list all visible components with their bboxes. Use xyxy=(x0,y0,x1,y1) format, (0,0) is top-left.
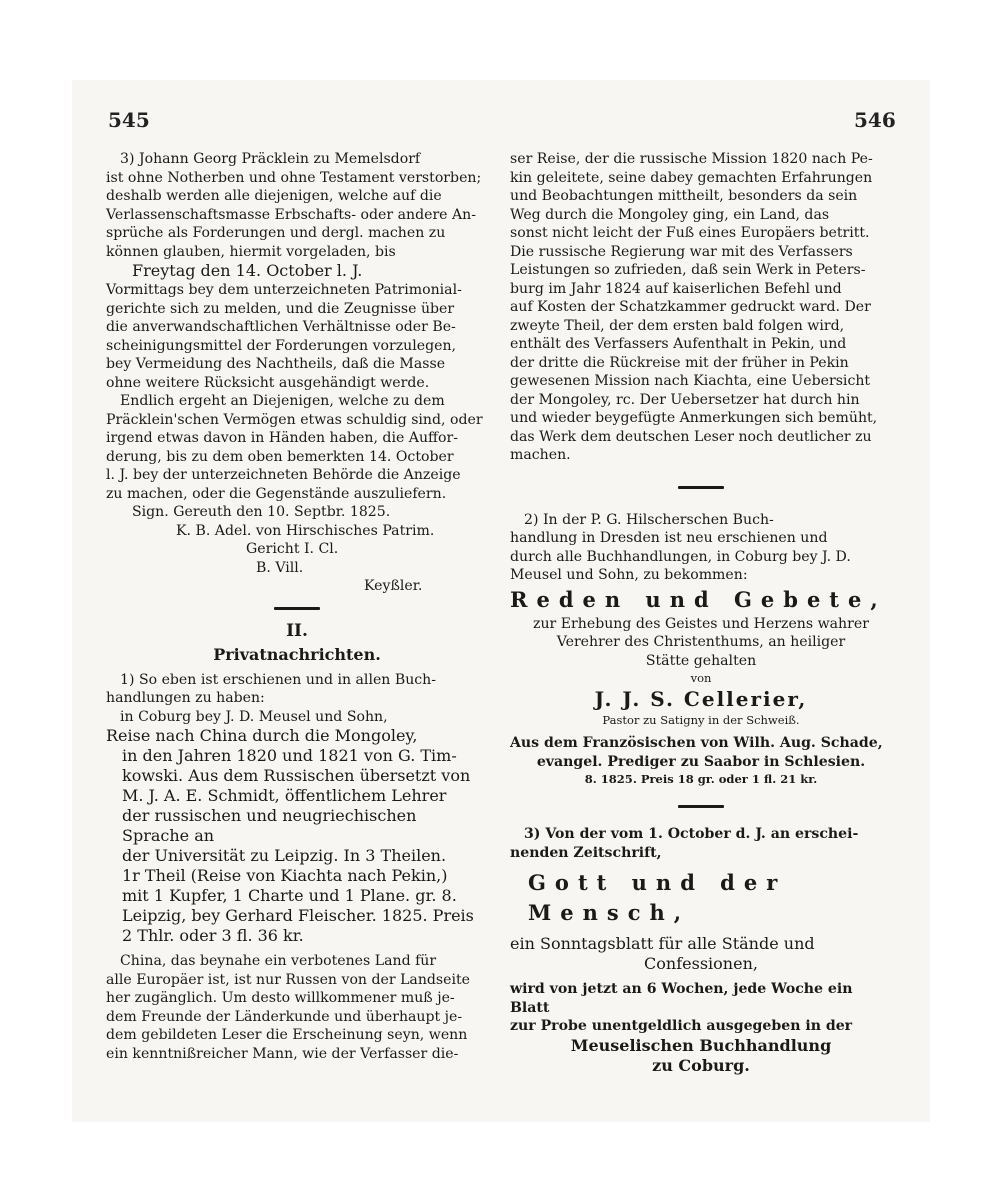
notice-3b-line: gerichte sich zu melden, und die Zeugnisse über xyxy=(106,300,455,317)
notice-3b-line: die anverwandschaftlichen Verhältnisse oder Be- xyxy=(106,319,456,335)
author-role: Pastor zu Satigny in der Schweiß. xyxy=(602,713,800,727)
notice-3-line: deshalb werden alle diejenigen, welche auf die xyxy=(106,188,442,204)
continued-line: Die russische Regierung war mit des Verfassers xyxy=(510,243,853,260)
continued-line: Weg durch die Mongoley ging, ein Land, das xyxy=(510,206,830,223)
notice-3c-line: Präcklein'schen Vermögen etwas schuldig sind, oder xyxy=(106,411,483,428)
continued-line: machen. xyxy=(510,447,571,463)
notice-3b-line: bey Vermeidung des Nachtheils, daß die Masse xyxy=(106,356,446,372)
signature-date: Sign. Gereuth den 10. Septbr. 1825. xyxy=(132,504,391,520)
book-subtitle-line: Verehrer des Christenthums, an heiliger xyxy=(556,634,846,650)
notice-3b-line: Vormittags bey dem unterzeichneten Patrimonial- xyxy=(106,282,462,298)
book-description-line: alle Europäer ist, ist nur Russen von der Landseite xyxy=(106,971,471,988)
court-line: Gericht I. Cl. xyxy=(246,541,339,557)
continued-line: zweyte Theil, der dem ersten bald folgen wird, xyxy=(510,317,845,334)
continued-line: ser Reise, der die russische Mission 1820 nach Pe- xyxy=(510,151,873,167)
continued-line: und wieder beygefügte Anmerkungen sich bemüht, xyxy=(510,410,878,426)
notice-3c-line: l. J. bey der unterzeichneten Behörde die Anzeige xyxy=(106,467,461,483)
continued-line: und Beobachtungen mittheilt, besonders da sein xyxy=(510,188,858,204)
left-page-number: 545 xyxy=(108,108,150,132)
book-title-line: in den Jahren 1820 und 1821 von G. Tim- xyxy=(122,746,457,765)
notice-3c-line: zu machen, oder die Gegenstände auszuliefern. xyxy=(106,485,447,502)
translator-line: Aus dem Französischen von Wilh. Aug. Schade, xyxy=(510,735,883,751)
book-description-line: dem Freunde der Länderkunde und überhaupt je- xyxy=(106,1008,463,1025)
book-title-line: kowski. Aus dem Russischen übersetzt von xyxy=(122,766,471,785)
continued-line: auf Kosten der Schatzkammer gedruckt ward. Der xyxy=(510,299,871,315)
author-name: J. J. S. Cellerier, xyxy=(594,687,808,711)
book-subtitle-line: Stätte gehalten xyxy=(645,652,757,669)
notice-3-line: 3) Johann Georg Präcklein zu Memelsdorf xyxy=(120,151,421,167)
right-column xyxy=(510,150,892,1076)
book-title-line: mit 1 Kupfer, 1 Charte und 1 Plane. gr. 8. xyxy=(122,886,457,905)
notice-3-right-line: nenden Zeitschrift, xyxy=(510,844,662,861)
signer-name: Keyßler. xyxy=(364,578,423,594)
left-column xyxy=(106,150,488,1063)
section-title: Privatnachrichten. xyxy=(213,645,381,664)
notice-3b-line: ohne weitere Rücksicht ausgehändigt werde. xyxy=(106,374,430,391)
book-title-line: 1r Theil (Reise von Kiachta nach Pekin,) xyxy=(122,866,448,885)
continued-line: enthält des Verfassers Aufenthalt in Pekin, und xyxy=(510,336,847,352)
notice-3-line: Verlassenschaftsmasse Erbschafts- oder andere An- xyxy=(106,206,477,223)
book-description-line: ein kenntnißreicher Mann, wie der Verfasser die- xyxy=(106,1045,459,1062)
periodical-subtitle-line: ein Sonntagsblatt für alle Stände und xyxy=(510,934,815,953)
notice-2-line: 2) In der P. G. Hilscherschen Buch- xyxy=(524,511,774,528)
notice-2-line: Meusel und Sohn, zu bekommen: xyxy=(510,567,748,583)
notice-2-line: handlung in Dresden ist neu erschienen und xyxy=(510,530,828,546)
notice-1-line: handlungen zu haben: xyxy=(106,690,265,706)
periodical-notice-line: zur Probe unentgeldlich ausgegeben in der xyxy=(510,1018,853,1034)
author-von: von xyxy=(690,671,712,685)
periodical-title: Gott und der Mensch, xyxy=(528,870,787,925)
notice-3-line: ist ohne Notherben und ohne Testament verstorben; xyxy=(106,169,482,186)
continued-line: sonst nicht leicht der Fuß eines Europäers betritt. xyxy=(510,225,870,241)
right-page-number: 546 xyxy=(854,108,896,132)
notice-3c-line: irgend etwas davon in Händen haben, die Auffor- xyxy=(106,430,459,446)
notice-3-right-line: 3) Von der vom 1. October d. J. an erschei- xyxy=(524,826,859,842)
notice-1-line: 1) So eben ist erschienen und in allen Buch- xyxy=(120,671,437,688)
continued-line: kin geleitete, seine dabey gemachten Erfahrungen xyxy=(510,169,873,186)
book-subtitle-line: zur Erhebung des Geistes und Herzens wahrer xyxy=(533,615,869,632)
book-title-line: Reise nach China durch die Mongoley, xyxy=(106,726,418,745)
notice-3-line: können glauben, hiermit vorgeladen, bis xyxy=(106,243,396,260)
continued-line: der dritte die Rückreise mit der früher in Pekin xyxy=(510,354,849,371)
notice-3c-line: derung, bis zu dem oben bemerkten 14. October xyxy=(106,448,454,465)
book-title-line: 2 Thlr. oder 3 fl. 36 kr. xyxy=(122,926,304,945)
section-divider xyxy=(510,793,892,819)
court-line: B. Vill. xyxy=(256,559,304,576)
book-title-line: der russischen und neugriechischen Sprache an xyxy=(122,806,417,845)
notice-2-line: durch alle Buchhandlungen, in Coburg bey J. D. xyxy=(510,548,851,565)
continued-line: das Werk dem deutschen Leser noch deutlicher zu xyxy=(510,428,872,445)
continued-line: gewesenen Mission nach Kiachta, eine Uebersicht xyxy=(510,373,871,389)
notice-3b-line: scheinigungsmittel der Forderungen vorzulegen, xyxy=(106,337,457,354)
section-number: II. xyxy=(286,620,308,641)
book-description-line: dem gebildeten Leser die Erscheinung seyn, wenn xyxy=(106,1027,468,1043)
book-description-line: her zugänglich. Um desto willkommener muß je- xyxy=(106,990,455,1006)
deadline-date: Freytag den 14. October l. J. xyxy=(132,261,363,280)
book-title-2: Reden und Gebete, xyxy=(510,586,887,612)
book-title-line: der Universität zu Leipzig. In 3 Theilen. xyxy=(122,846,447,865)
notice-3c-line: Endlich ergeht an Diejenigen, welche zu dem xyxy=(120,393,445,409)
periodical-subtitle-line: Confessionen, xyxy=(644,954,758,973)
continued-line: der Mongoley, rc. Der Uebersetzer hat durch hin xyxy=(510,391,860,408)
continued-line: Leistungen so zufrieden, daß sein Werk in Peters- xyxy=(510,262,866,278)
court-line: K. B. Adel. von Hirschisches Patrim. xyxy=(176,522,435,539)
book-title-line: M. J. A. E. Schmidt, öffentlichem Lehrer xyxy=(122,786,447,805)
section-divider xyxy=(510,475,892,501)
publisher-line: Meuselischen Buchhandlung xyxy=(570,1035,832,1055)
price-line: 8. 1825. Preis 18 gr. oder 1 fl. 21 kr. xyxy=(584,772,818,786)
book-description-line: China, das beynahe ein verbotenes Land für xyxy=(120,953,437,969)
notice-3-line: sprüche als Forderungen und dergl. machen zu xyxy=(106,225,446,241)
translator-line: evangel. Prediger zu Saabor in Schlesien. xyxy=(536,753,866,770)
section-divider xyxy=(106,596,488,622)
periodical-notice-line: wird von jetzt an 6 Wochen, jede Woche ein Blatt xyxy=(510,981,853,1016)
book-title-line: Leipzig, bey Gerhard Fleischer. 1825. Preis xyxy=(122,906,474,925)
continued-line: burg im Jahr 1824 auf kaiserlichen Befehl und xyxy=(510,280,842,297)
publisher-line: zu Coburg. xyxy=(652,1055,750,1075)
notice-1-publisher: in Coburg bey J. D. Meusel und Sohn, xyxy=(120,708,388,725)
